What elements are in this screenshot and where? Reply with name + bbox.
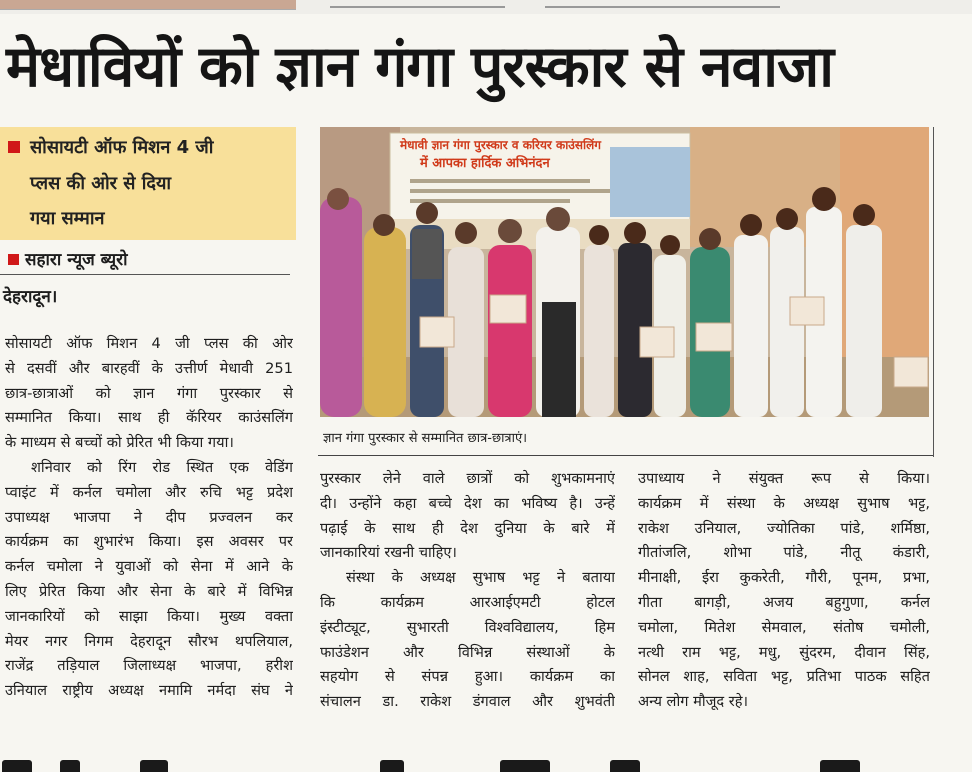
text-line: सोसायटी ऑफ मिशन 4 जी प्लस की ओर — [5, 335, 293, 352]
text-line: राजेंद्र तड़ियाल जिलाध्यक्ष भाजपा, हरीश — [5, 657, 293, 675]
photo-caption: ज्ञान गंगा पुरस्कार से सम्मानित छात्र-छात्राएं। — [323, 431, 528, 446]
text-line: इंस्टीट्यूट, सुभारती विश्वविद्यालय, हिम — [320, 618, 615, 636]
column-rule — [330, 6, 505, 8]
text-line: नत्थी राम भट्ट, मधु, सुंदरम, दीवान सिंह, — [638, 643, 930, 661]
banner-line-2: में आपका हार्दिक अभिनंदन — [420, 156, 550, 171]
text-line: उपाध्याय ने संयुक्त रूप से किया। — [638, 470, 930, 487]
next-headline-cut — [0, 752, 972, 772]
text-line: मेयर नगर निगम देहरादून सौरभ थपलियाल, — [5, 632, 293, 650]
dateline: देहरादून। — [3, 287, 58, 307]
text-line: के माध्यम से बच्चों को प्रेरित भी किया गया। — [5, 434, 234, 452]
text-line: राकेश उनियाल, ज्योतिका पांडे, शर्मिष्ठा, — [638, 519, 930, 537]
text-line: गीतांजलि, शोभा पांडे, नीतू कंडारी, — [638, 544, 930, 562]
previous-photo-edge — [0, 0, 296, 10]
article-column-3 — [638, 467, 930, 715]
deck-box — [0, 127, 296, 240]
event-photo — [320, 127, 929, 417]
divider — [318, 455, 933, 456]
red-bullet-icon — [8, 141, 20, 153]
text-line: जानकारियों को साझा किया। मुख्य वक्ता — [5, 607, 293, 625]
banner-line-1: मेधावी ज्ञान गंगा पुरस्कार व करियर काउंसलिंग — [400, 138, 601, 152]
text-line: शनिवार को रिंग रोड स्थित एक वेडिंग — [31, 458, 293, 476]
text-line: गीता बागड़ी, अजय बहुगुणा, कर्नल — [638, 593, 930, 611]
text-line: चमोला, मितेश सेमवाल, संतोष चमोली, — [638, 618, 930, 636]
text-line: संचालन डा. राकेश डंगवाल और शुभवंती — [320, 693, 615, 711]
text-line: सहयोग से संपन्न हुआ। कार्यक्रम का — [320, 668, 615, 686]
previous-article-strip — [0, 0, 972, 14]
deck-line: प्लस की ओर से दिया — [30, 173, 172, 194]
text-line: प्वाइंट में कर्नल चमोला और रुचि भट्ट प्रदेश — [5, 483, 293, 501]
column-rule — [933, 127, 934, 457]
column-rule — [545, 6, 780, 8]
article-column-1 — [5, 332, 293, 704]
text-line: कि कार्यक्रम आरआईएमटी होटल — [320, 593, 615, 611]
text-line: अन्य लोग मौजूद रहे। — [638, 693, 749, 711]
deck-line: सोसायटी ऑफ मिशन 4 जी — [30, 137, 214, 158]
text-line: कार्यक्रम में संस्था के अध्यक्ष सुभाष भट्ट, — [638, 494, 930, 512]
headline: मेधावियों को ज्ञान गंगा पुरस्कार से नवाजा — [6, 34, 834, 100]
text-line: मीनाक्षी, ईरा कुकरेती, गौरी, पूनम, प्रभा, — [638, 569, 930, 587]
text-line: पुरस्कार लेने वाले छात्रों को शुभकामनाएं — [320, 470, 615, 487]
article-column-2 — [320, 467, 615, 715]
text-line: दी। उन्होंने कहा बच्चे देश का भविष्य है। उन्हें — [320, 494, 615, 512]
byline — [8, 247, 128, 270]
text-line: पढ़ाई के साथ ही देश दुनिया के बारे में — [320, 519, 615, 537]
text-line: संस्था के अध्यक्ष सुभाष भट्ट ने बताया — [346, 569, 615, 587]
text-line: से दसवीं और बारहवीं के उत्तीर्ण मेधावी 251 — [5, 359, 293, 377]
text-line: छात्र-छात्राओं को ज्ञान गंगा पुरस्कार से — [5, 384, 293, 402]
text-line: फाउंडेशन और विभिन्न संस्थाओं के — [320, 643, 615, 661]
text-line: कार्यक्रम का शुभारंभ किया। इस अवसर पर — [5, 533, 293, 551]
text-line: लिए प्रेरित किया और सेना के बारे में विभिन्न — [5, 582, 293, 600]
text-line: जानकारियां रखनी चाहिए। — [320, 544, 457, 562]
deck-line: गया सम्मान — [30, 208, 105, 229]
text-line: उनियाल राष्ट्रीय अध्यक्ष नमामि नर्मदा संघ ने — [5, 682, 293, 700]
text-line: कर्नल चमोला ने युवाओं को सेना में आने के — [5, 558, 293, 576]
text-line: सोनल शाह, सविता भट्ट, प्रतिभा पाठक सहित — [638, 668, 930, 686]
divider — [0, 274, 290, 275]
text-line: उपाध्यक्ष भाजपा ने दीप प्रज्वलन कर — [5, 508, 293, 526]
text-line: सम्मानित किया। साथ ही कॅरियर काउंसलिंग — [5, 409, 293, 427]
red-square-icon — [8, 254, 19, 265]
byline-text: सहारा न्यूज ब्यूरो — [25, 250, 128, 270]
event-photo-illustration — [320, 127, 929, 417]
